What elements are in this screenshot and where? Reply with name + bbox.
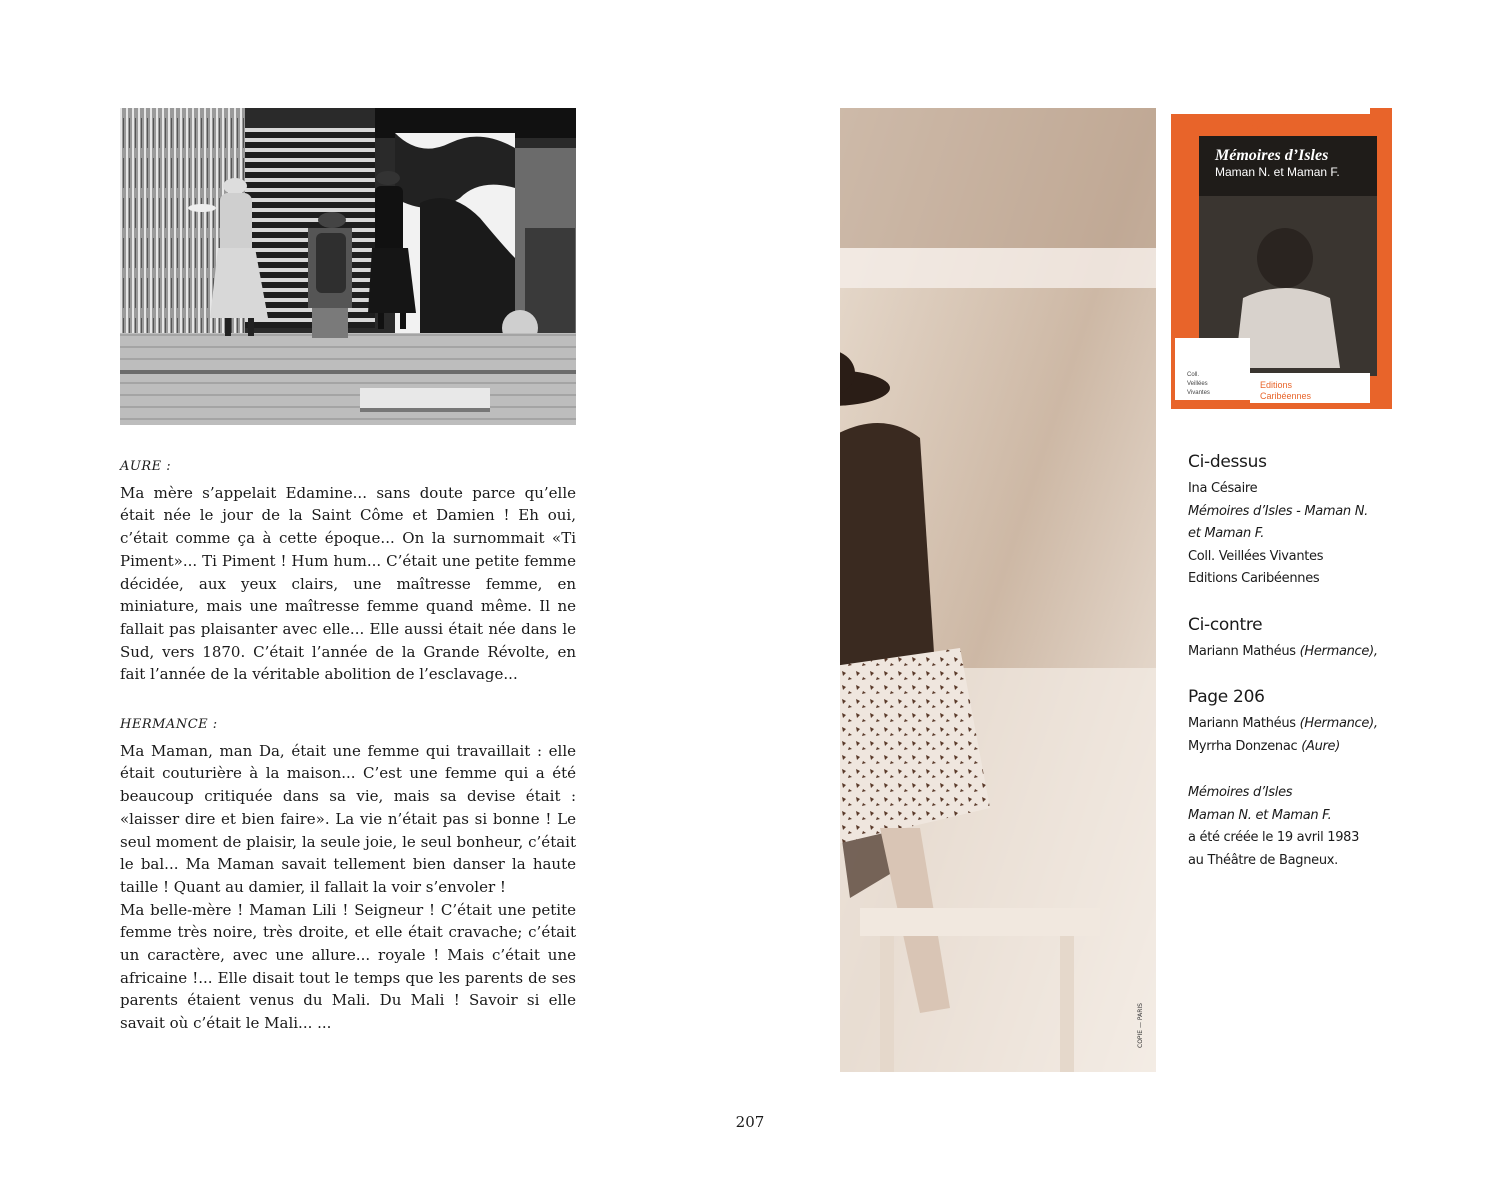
aure-dialogue — [120, 456, 576, 686]
portrait-photo — [840, 108, 1156, 1072]
speaker-hermance: HERMANCE : — [120, 717, 218, 732]
caption-author: Ina Césaire — [1188, 481, 1258, 496]
page-number: 207 — [735, 1113, 765, 1131]
caption-page206-credit-1 — [1188, 713, 1428, 736]
caption-heading-opposite: Ci-contre — [1188, 614, 1263, 635]
caption-opposite-role: (Hermance), — [1299, 643, 1378, 659]
photo-credit: COPIE — PARIS — [1137, 1003, 1144, 1048]
caption-page206-credit-2 — [1188, 736, 1428, 759]
caption-opposite-credit — [1188, 641, 1428, 664]
caption-book-title-2: et Maman F. — [1188, 526, 1265, 541]
captions-column — [1188, 452, 1428, 872]
book-cover — [1165, 108, 1392, 409]
caption-heading-page206: Page 206 — [1188, 687, 1265, 707]
caption-page206-role-1: (Hermance), — [1299, 716, 1378, 731]
cover-publisher-1: Editions — [1260, 380, 1293, 390]
cover-publisher-2: Caribéennes — [1260, 391, 1312, 401]
caption-page206-actor-1: Mariann Mathéus — [1188, 716, 1296, 731]
cover-title: Mémoires d’Isles — [1215, 147, 1329, 164]
caption-book-title-1: Mémoires d’Isles - Maman N. — [1188, 503, 1368, 519]
hermance-paragraph-1: Ma Maman, man Da, était une femme qui travaillait : elle était couturière à la maison... C’est une femme qui a été beaucoup critiquée dans sa vie, mais sa devise était : «laisser dire et bien faire». La vie n’était pas si bonne ! Le seul moment de plaisir, la seule joie, le seul bonheur, c’était le bal... Ma Maman savait tellement bien danser la haute taille ! Quant au damier, il fallait la voir s’envoler ! — [120, 741, 576, 896]
speaker-aure: AURE : — [120, 459, 172, 474]
hermance-dialogue — [120, 714, 576, 1035]
cover-subtitle: Maman N. et Maman F. — [1215, 165, 1340, 179]
aure-text: Ma mère s’appelait Edamine... sans doute parce qu’elle était née le jour de la Saint Côme et Damien ! Eh oui, c’était comme ça à cette époque... On la surnommait «Ti Piment»... Ti Piment ! Hum hum... C’était une petite femme décidée, aux yeux clairs, une maîtresse femme, en miniature, mais une maîtresse femme quand même. Il ne fallait pas plaisanter avec elle... Elle aussi était née dans le Sud, vers 1870. C’était l’année de la Grande Révolte, en fait l’année de la véritable abolition de l’esclavage... — [120, 483, 576, 684]
caption-premiere-date: a été créée le 19 avril 1983 — [1188, 830, 1360, 845]
caption-publisher: Editions Caribéennes — [1188, 571, 1320, 586]
cover-collection-3: Vivantes — [1187, 390, 1210, 396]
caption-page206-actor-2: Myrrha Donzenac — [1188, 738, 1298, 754]
caption-page206-role-2: (Aure) — [1301, 738, 1341, 754]
caption-heading-above: Ci-dessus — [1188, 452, 1267, 472]
stage-photo — [120, 108, 576, 425]
caption-premiere-venue: au Théâtre de Bagneux. — [1188, 852, 1338, 868]
caption-opposite-actor: Mariann Mathéus — [1188, 643, 1296, 659]
caption-premiere-title-1: Mémoires d’Isles — [1188, 785, 1293, 800]
caption-premiere-title-2: Maman N. et Maman F. — [1188, 807, 1332, 823]
caption-collection: Coll. Veillées Vivantes — [1188, 548, 1324, 564]
cover-author: INA CESAIRE — [1220, 116, 1317, 133]
cover-collection-1: Coll. — [1187, 372, 1200, 378]
hermance-paragraph-2: Ma belle-mère ! Maman Lili ! Seigneur ! C’était une petite femme très noire, très droite, et elle était cravache; c’était un caractère, avec une allure... royale ! Mais c’était une africaine !... Elle disait tout le temps que les parents de ses parents étaient venus du Mali. Du Mali ! Savoir si elle savait où c’était le Mali... ... — [120, 900, 576, 1033]
cover-collection-2: Veillées — [1187, 381, 1208, 387]
